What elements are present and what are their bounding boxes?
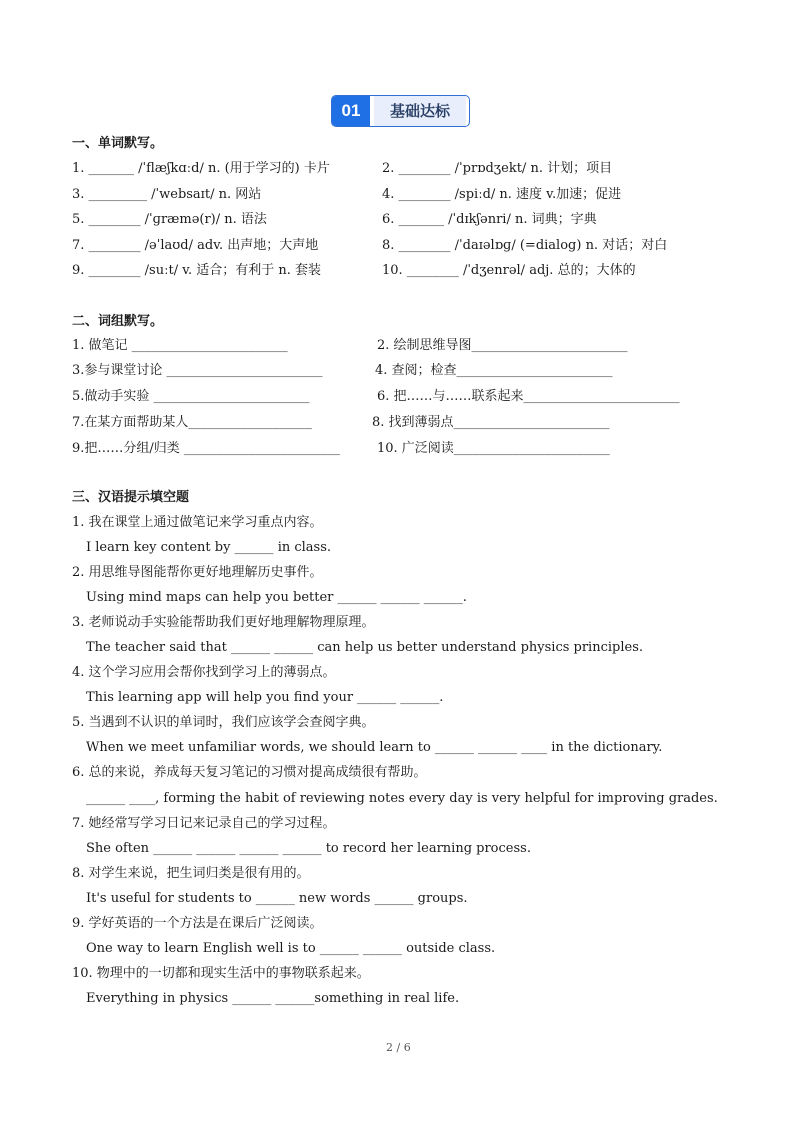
phrase-item-8: 8. 找到薄弱点________________________ [372,415,610,430]
question-3-english: The teacher said that ______ ______ can help us better understand physics principles. [86,640,644,655]
question-9-english: One way to learn English well is to ______ ______ outside class. [86,941,496,956]
phrase-item-1: 1. 做笔记 ________________________ [72,338,288,353]
word-item-2: 2. ________ /ˈprɒdʒekt/ n. 计划；项目 [382,161,613,176]
word-item-7: 7. ________ /əˈlaʊd/ adv. 出声地；大声地 [72,238,319,253]
word-item-5: 5. ________ /ˈɡræmə(r)/ n. 语法 [72,212,267,227]
phrase-item-3: 3.参与课堂讨论 ________________________ [72,363,323,378]
question-5-english: When we meet unfamiliar words, we should learn to ______ ______ ____ in the dictionary. [86,740,663,755]
question-6-chinese: 6. 总的来说，养成每天复习笔记的习惯对提高成绩很有帮助。 [72,765,427,780]
question-5-chinese: 5. 当遇到不认识的单词时，我们应该学会查阅字典。 [72,715,375,730]
page-number: 2 / 6 [386,1041,411,1054]
word-item-4: 4. ________ /spiːd/ n. 速度 v.加速；促进 [382,187,622,202]
word-item-3: 3. _________ /ˈwebsaɪt/ n. 网站 [72,187,262,202]
section1-heading: 一、单词默写。 [72,136,164,151]
question-1-english: I learn key content by ______ in class. [86,540,332,555]
word-item-8: 8. ________ /ˈdaɪəlɒɡ/ (=dialog) n. 对话；对白 [382,238,668,253]
word-item-10: 10. ________ /ˈdʒenrəl/ adj. 总的；大体的 [382,263,636,278]
word-item-9: 9. ________ /suːt/ v. 适合；有利于 n. 套装 [72,263,322,278]
phrase-item-9: 9.把……分组/归类 ________________________ [72,441,340,456]
phrase-item-4: 4. 查阅；检查________________________ [375,363,613,378]
question-2-english: Using mind maps can help you better ______ ______ ______. [86,590,467,605]
question-4-english: This learning app will help you find your ______ ______. [86,690,444,705]
phrase-item-7: 7.在某方面帮助某人___________________ [72,415,312,430]
question-1-chinese: 1. 我在课堂上通过做笔记来学习重点内容。 [72,515,323,530]
question-6-english: ______ ____, forming the habit of reviewing notes every day is very helpful for improving grades. [86,791,718,806]
question-4-chinese: 4. 这个学习应用会帮你找到学习上的薄弱点。 [72,665,336,680]
question-3-chinese: 3. 老师说动手实验能帮助我们更好地理解物理原理。 [72,615,375,630]
question-2-chinese: 2. 用思维导图能帮你更好地理解历史事件。 [72,565,323,580]
question-10-english: Everything in physics ______ ______something in real life. [86,991,460,1006]
question-9-chinese: 9. 学好英语的一个方法是在课后广泛阅读。 [72,916,323,931]
section2-heading: 二、词组默写。 [72,314,164,329]
phrase-item-2: 2. 绘制思维导图________________________ [377,338,628,353]
section3-heading: 三、汉语提示填空题 [72,490,190,505]
phrase-item-6: 6. 把……与……联系起来________________________ [377,389,680,404]
phrase-item-5: 5.做动手实验 ________________________ [72,389,310,404]
phrase-item-10: 10. 广泛阅读________________________ [377,441,610,456]
question-8-chinese: 8. 对学生来说，把生词归类是很有用的。 [72,866,310,881]
badge-number: 01 [332,96,370,126]
question-8-english: It's useful for students to ______ new words ______ groups. [86,891,468,906]
question-7-english: She often ______ ______ ______ ______ to record her learning process. [86,841,531,856]
word-item-1: 1. _______ /ˈflæʃkɑːd/ n. (用于学习的) 卡片 [72,161,330,176]
badge-title: 基础达标 [374,96,466,126]
word-item-6: 6. _______ /ˈdɪkʃənri/ n. 词典；字典 [382,212,597,227]
question-7-chinese: 7. 她经常写学习日记来记录自己的学习过程。 [72,816,336,831]
question-10-chinese: 10. 物理中的一切都和现实生活中的事物联系起来。 [72,966,370,981]
section-badge [331,95,470,127]
